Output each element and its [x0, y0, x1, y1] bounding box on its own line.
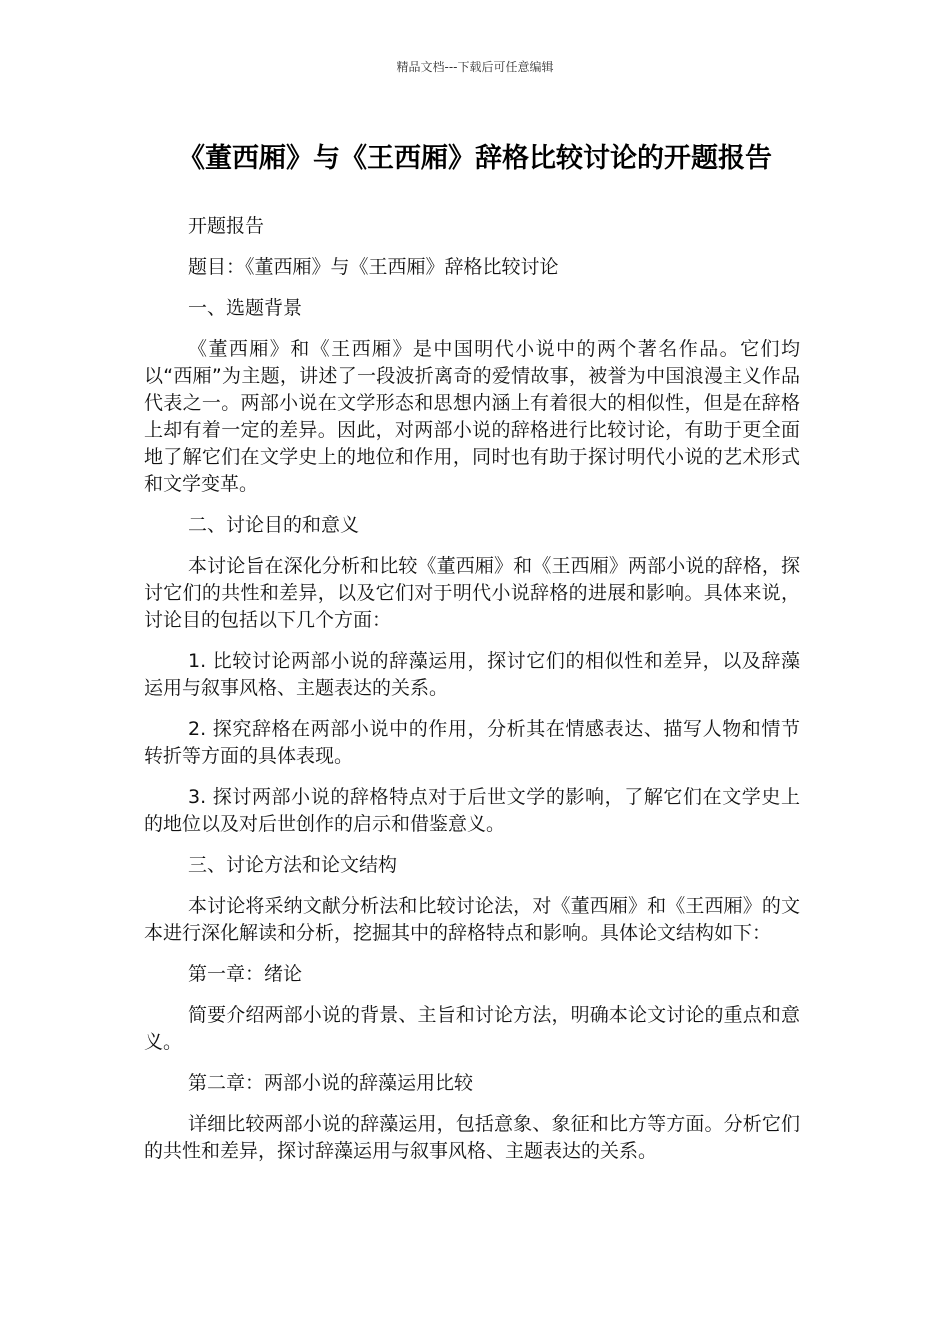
- paragraph-topic: 题目：《董西厢》与《王西厢》辞格比较讨论: [188, 256, 559, 278]
- paragraph-purpose: 本讨论旨在深化分析和比较《董西厢》和《王西厢》两部小说的辞格，探讨它们的共性和差异，以及它们对于明代小说辞格的进展和影响。具体来说，讨论目的包括以下几个方面：: [144, 555, 800, 631]
- list-item-3: 3. 探讨两部小说的辞格特点对于后世文学的影响，了解它们在文学史上的地位以及对后世创作的启示和借鉴意义。: [144, 786, 800, 835]
- section-heading-purpose: 二、讨论目的和意义: [188, 514, 360, 536]
- paragraph-method: 本讨论将采纳文献分析法和比较讨论法，对《董西厢》和《王西厢》的文本进行深化解读和分析，挖掘其中的辞格特点和影响。具体论文结构如下：: [144, 895, 800, 944]
- document-title: 《董西厢》与《王西厢》辞格比较讨论的开题报告: [178, 143, 772, 174]
- paragraph-chapter-2: 详细比较两部小说的辞藻运用，包括意象、象征和比方等方面。分析它们的共性和差异，探讨辞藻运用与叙事风格、主题表达的关系。: [144, 1113, 800, 1162]
- header-note: 精品文档---下载后可任意编辑: [396, 60, 554, 74]
- list-item-1: 1. 比较讨论两部小说的辞藻运用，探讨它们的相似性和差异，以及辞藻运用与叙事风格、主题表达的关系。: [144, 650, 800, 699]
- list-item-2: 2. 探究辞格在两部小说中的作用，分析其在情感表达、描写人物和情节转折等方面的具体表现。: [144, 718, 800, 767]
- paragraph-background: 《董西厢》和《王西厢》是中国明代小说中的两个著名作品。它们均以“西厢”为主题，讲述了一段波折离奇的爱情故事，被誉为中国浪漫主义作品代表之一。两部小说在文学形态和思想内涵上有着很大的相似性，但是在辞格上却有着一定的差异。因此，对两部小说的辞格进行比较讨论，有助于更全面地了解它们在文学史上的地位和作用，同时也有助于探讨明代小说的艺术形式和文学变革。: [144, 338, 800, 495]
- chapter-heading-2: 第二章：两部小说的辞藻运用比较: [188, 1072, 474, 1094]
- paragraph-report-label: 开题报告: [188, 215, 265, 237]
- section-heading-background: 一、选题背景: [188, 297, 303, 319]
- section-heading-method: 三、讨论方法和论文结构: [188, 854, 398, 876]
- chapter-heading-1: 第一章：绪论: [188, 963, 303, 985]
- document-body: [144, 213, 800, 1179]
- paragraph-chapter-1: 简要介绍两部小说的背景、主旨和讨论方法，明确本论文讨论的重点和意义。: [144, 1004, 800, 1053]
